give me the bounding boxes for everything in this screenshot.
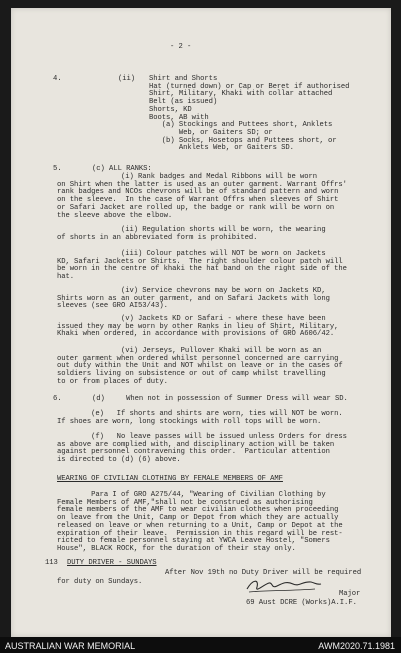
signature-rank: Major	[339, 590, 361, 598]
sec4-line: (a) Stockings and Puttees short, Anklets	[149, 121, 333, 130]
civilian-line: female members of the AMF to wear civilian clothes when proceeding	[57, 506, 339, 515]
sec5-p6-line: outer garment when ordered whilst personnel concerned are carrying	[57, 354, 339, 363]
sec5-p1-line: the sleeve above the elbow.	[57, 211, 173, 220]
sec5-p2-line: of shorts in an abbreviated form is prohibited.	[57, 233, 258, 242]
sec5-p1-line: on Shirt when the latter is used as an outer garment. Warrant Offrs'	[57, 180, 347, 189]
sec5-p1-line: on the sleeve. In the case of Warrant Offrs when sleeves of Shirt	[57, 196, 339, 205]
sec5-p3-line: hat.	[57, 273, 75, 282]
section-number: 113	[45, 559, 58, 567]
signature-unit: 69 Aust DCRE (Works)A.I.F.	[246, 599, 357, 607]
item-number: (ii)	[118, 75, 136, 83]
footer-right: AWM2020.71.1981	[318, 641, 395, 651]
sec5-p5-line: issued they may be worn by other Ranks in lieu of Shirt, Military,	[57, 322, 339, 331]
sec5-p3-line: KD, Safari Jackets or Shirts. The right shoulder colour patch will	[57, 257, 343, 266]
sec6-e-line: (e) If shorts and shirts are worn, ties will NOT be worn.	[57, 410, 343, 418]
sec5-p6-line: (vi) Jerseys, Pullover Khaki will be worn as an	[57, 347, 322, 355]
section-number: 5.	[53, 165, 62, 173]
sec6-f-line: against personnel contravening this order. Particular attention	[57, 448, 330, 457]
civilian-line: Female Members of AMF,"shall not be construed as authorising	[57, 498, 313, 507]
sec4-line: Shorts, KD	[149, 105, 192, 114]
sec6-d: (d) When not in possession of Summer Dress will wear SD.	[92, 395, 348, 403]
sec6-e-line: If shoes are worn, long stockings with roll tops will be worn.	[57, 417, 322, 426]
civilian-line: expiration of their leave. Permission in this regard will be rest-	[57, 529, 343, 538]
sec4-line: Anklets Web, or Gaiters SD.	[149, 144, 294, 153]
sec5-p4-line: sleeves (see GRO AI53/43).	[57, 302, 168, 311]
sec4-line: (b) Socks, Hosetops and Puttees short, or	[149, 136, 337, 145]
sec4-line: Boots, AB with	[149, 113, 209, 122]
sec5-p5-line: (v) Jackets KD or Safari - where these have been	[57, 315, 326, 323]
sec6-f-line: is directed to (d) (6) above.	[57, 456, 181, 465]
sec6-f-line: as above are complied with, and disciplinary action will be taken	[57, 440, 335, 449]
duty-line: After Nov 19th no Duty Driver will be required	[165, 569, 362, 577]
sec5-p1-line: rank badges and NCOs chevrons will be of standard pattern and worn	[57, 188, 339, 197]
signature	[243, 575, 323, 597]
sec4-line: Shirt, Military, Khaki with collar attached	[149, 90, 333, 99]
sec4-line: Shirt and Shorts	[149, 75, 218, 83]
civilian-line: released on leave or when returning to a Unit, Camp or Depot at the	[57, 521, 343, 530]
sec5-p2-line: (ii) Regulation shorts will be worn, the wearing	[57, 226, 326, 234]
sec5-p6-line: to or from places of duty.	[57, 377, 168, 386]
subsection-heading: (c) ALL RANKS:	[92, 165, 152, 173]
footer-left: AUSTRALIAN WAR MEMORIAL	[5, 641, 136, 651]
civilian-line: House", BLACK ROCK, for the duration of their stay only.	[57, 544, 296, 553]
section-number: 4.	[53, 75, 62, 83]
sec6-f-line: (f) No leave passes will be issued unless Orders for dress	[57, 433, 347, 441]
sec5-p5-line: Khaki when ordered, in accordance with provisions of GRO A606/42.	[57, 330, 335, 339]
civilian-line: ricted to female personnel staying at YWCA Leave Hostel, "Somers	[57, 537, 330, 546]
civilian-line: on leave from the Unit, Camp or Depot from which they are actually	[57, 514, 339, 523]
section-heading: WEARING OF CIVILIAN CLOTHING BY FEMALE MEMBERS OF AMF	[57, 475, 283, 483]
duty-line: for duty on Sundays.	[57, 578, 143, 586]
section-heading: DUTY DRIVER - SUNDAYS	[67, 559, 157, 567]
page-number: - 2 -	[170, 43, 192, 51]
sec5-p3-line: (iii) Colour patches will NOT be worn on Jackets	[57, 250, 326, 258]
section-number: 6.	[53, 395, 62, 403]
sec5-p6-line: soldiers living on subsistence or out of camp whilst travelling	[57, 370, 326, 379]
sec5-p4-line: Shirts worn as an outer garment, and on Safari Jackets with long	[57, 294, 330, 303]
sec5-p4-line: (iv) Service chevrons may be worn on Jackets KD,	[57, 287, 326, 295]
sec4-line: Web, or Gaiters SD; or	[149, 128, 273, 137]
sec5-p1-line: (i) Rank badges and Medal Ribbons will be worn	[57, 173, 318, 181]
sec5-p6-line: out duty within the Unit and NOT whilst on leave or in the cases of	[57, 362, 343, 371]
sec5-p1-line: or Safari Jacket are rolled up, the badge or rank will be worn on	[57, 203, 335, 212]
sec4-line: Belt (as issued)	[149, 98, 218, 107]
sec4-line: Hat (turned down) or Cap or Beret if authorised	[149, 82, 350, 91]
sec5-p3-line: be worn in the centre of khaki the hat band on the right side of the	[57, 265, 347, 274]
civilian-line: Para I of GRO A275/44, "Wearing of Civilian Clothing by	[57, 491, 326, 499]
